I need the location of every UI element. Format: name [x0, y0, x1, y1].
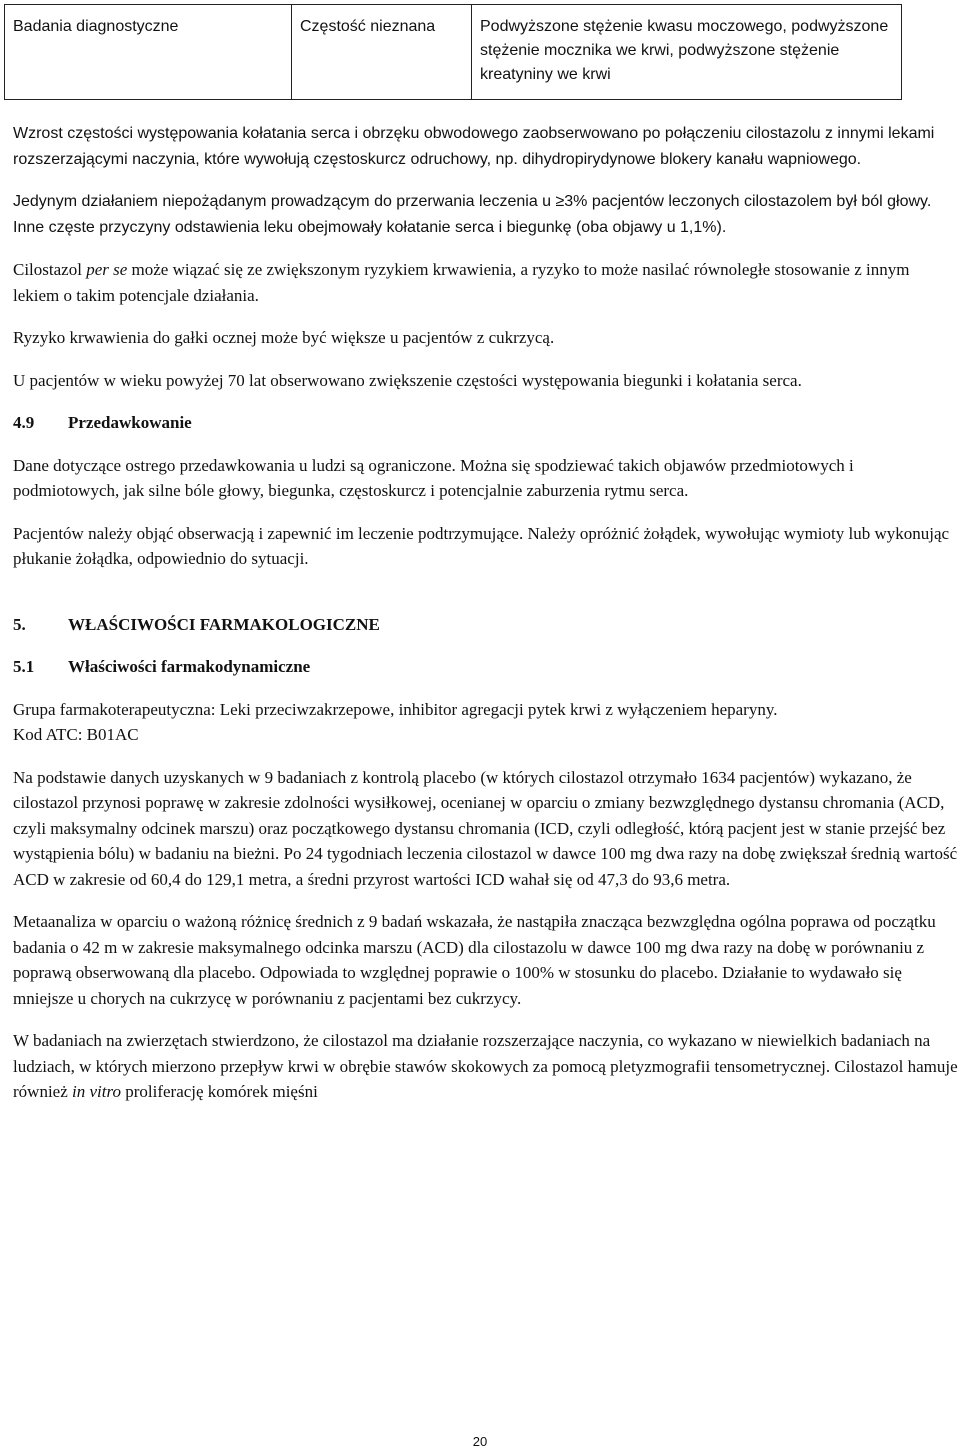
section-heading-pharmacodynamic: [13, 654, 958, 680]
section-title: WŁAŚCIWOŚCI FARMAKOLOGICZNE: [68, 614, 380, 634]
table-cell-frequency: Częstość nieznana: [292, 5, 472, 100]
section-number: 4.9: [13, 413, 35, 432]
table-row: [5, 5, 902, 100]
paragraph-elderly: U pacjentów w wieku powyżej 70 lat obserwowano zwiększenie częstości występowania biegunki i kołatania serca.: [13, 370, 802, 390]
table-cell-category: Badania diagnostyczne: [5, 5, 292, 100]
paragraph-animal-studies: [13, 1028, 958, 1105]
italic-text: in vitro: [72, 1082, 121, 1101]
section-title: Przedawkowanie: [68, 413, 192, 432]
text-run: Cilostazol: [13, 260, 87, 279]
paragraph-bleeding-risk: [13, 257, 958, 308]
paragraph-overdose-treatment: Pacjentów należy objąć obserwacją i zapewnić im leczenie podtrzymujące. Należy opróżnić żołądek, wywołując wymioty lub wykonując płukanie żołądka, odpowiednio do sytuacji.: [13, 523, 950, 568]
section-heading-overdose: [13, 410, 958, 436]
text-run: W badaniach na zwierzętach stwierdzono, że cilostazol ma działanie rozszerzające naczynia, co wykazano w niewielkich badaniach na ludziach, w których mierzono przepływ krwi w obrębie stawów skokowych za pomocą pletyzmografii tensometrycznej. Cilostazol hamuje również: [13, 1031, 958, 1101]
section-title: Właściwości farmakodynamiczne: [68, 657, 311, 676]
paragraph-atc-code: Kod ATC: B01AC: [13, 725, 139, 744]
paragraph-placebo-studies: Na podstawie danych uzyskanych w 9 badaniach z kontrolą placebo (w których cilostazol otrzymało 1634 pacjentów) wykazano, że cilostazol przynosi poprawę w zakresie zdolności wysiłkowej, ocenianej w oparciu o zmiany bezwzględnego dystansu chromania (ACD, czyli maksymalny odcinek marszu) oraz początkowego dystansu chromania (ICD, czyli odległość, którą pacjent jest w stanie przejść bez wystąpienia bólu) w badaniu na bieżni. Po 24 tygodniach leczenia cilostazol w dawce 100 mg dwa razy na dobę zwiększał średnią wartość ACD w zakresie od 60,4 do 129,1 metra, a średni przyrost wartości ICD wahał się od 47,3 do 93,6 metra.: [13, 767, 958, 889]
paragraph-eye-bleeding: Ryzyko krwawienia do gałki ocznej może być większe u pacjentów z cukrzycą.: [13, 328, 555, 347]
paragraph-palpitations: Wzrost częstości występowania kołatania serca i obrzęku obwodowego zaobserwowano po połączeniu cilostazolu z innymi lekami rozszerzającymi naczynia, które wywołują częstoskurcz odruchowy, np. dihydropirydynowe blokery kanału wapniowego.: [13, 125, 935, 168]
paragraph-discontinuation: Jedynym działaniem niepożądanym prowadzącym do przerwania leczenia u ≥3% pacjentów leczonych cilostazolem był ból głowy. Inne częste przyczyny odstawienia leku obejmowały kołatanie serca i biegunkę (oba objawy u 1,1%).: [13, 193, 932, 236]
side-effects-table: [4, 4, 902, 100]
page-number: 20: [472, 1434, 488, 1449]
text-run: proliferację komórek mięśni: [120, 1082, 318, 1101]
section-number: 5.: [13, 614, 26, 634]
section-heading-pharmacological: [13, 612, 958, 638]
italic-text: per se: [86, 260, 128, 279]
section-number: 5.1: [13, 657, 35, 676]
paragraph-pharmacotherapeutic-group: Grupa farmakoterapeutyczna: Leki przeciwzakrzepowe, inhibitor agregacji pytek krwi z wyłączeniem heparyny.: [13, 699, 778, 719]
text-run: może wiązać się ze zwiększonym ryzykiem krwawienia, a ryzyko to może nasilać równoległe stosowanie z innym lekiem o takim potencjale działania.: [13, 260, 910, 305]
table-cell-effects: Podwyższone stężenie kwasu moczowego, podwyższone stężenie mocznika we krwi, podwyższone stężenie kreatyniny we krwi: [472, 5, 902, 100]
paragraph-metaanalysis: Metaanaliza w oparciu o ważoną różnicę średnich z 9 badań wskazała, że nastąpiła znacząca bezwzględna ogólna poprawa od początku badania o 42 m w zakresie maksymalnego odcinka marszu (ACD) dla cilostazolu w dawce 100 mg dwa razy na dobę w porównaniu z poprawą obserwowaną dla placebo. Odpowiada to względnej poprawie o 100% w stosunku do placebo. Działanie to wydawało się mniejsze u chorych na cukrzycę w porównaniu z pacjentami bez cukrzycy.: [13, 912, 936, 1008]
paragraph-overdose-data: Dane dotyczące ostrego przedawkowania u ludzi są ograniczone. Można się spodziewać takich objawów przedmiotowych i podmiotowych, jak silne bóle głowy, biegunka, częstoskurcz i potencjalnie zaburzenia rytmu serca.: [13, 455, 854, 500]
document-body: [13, 121, 958, 1122]
